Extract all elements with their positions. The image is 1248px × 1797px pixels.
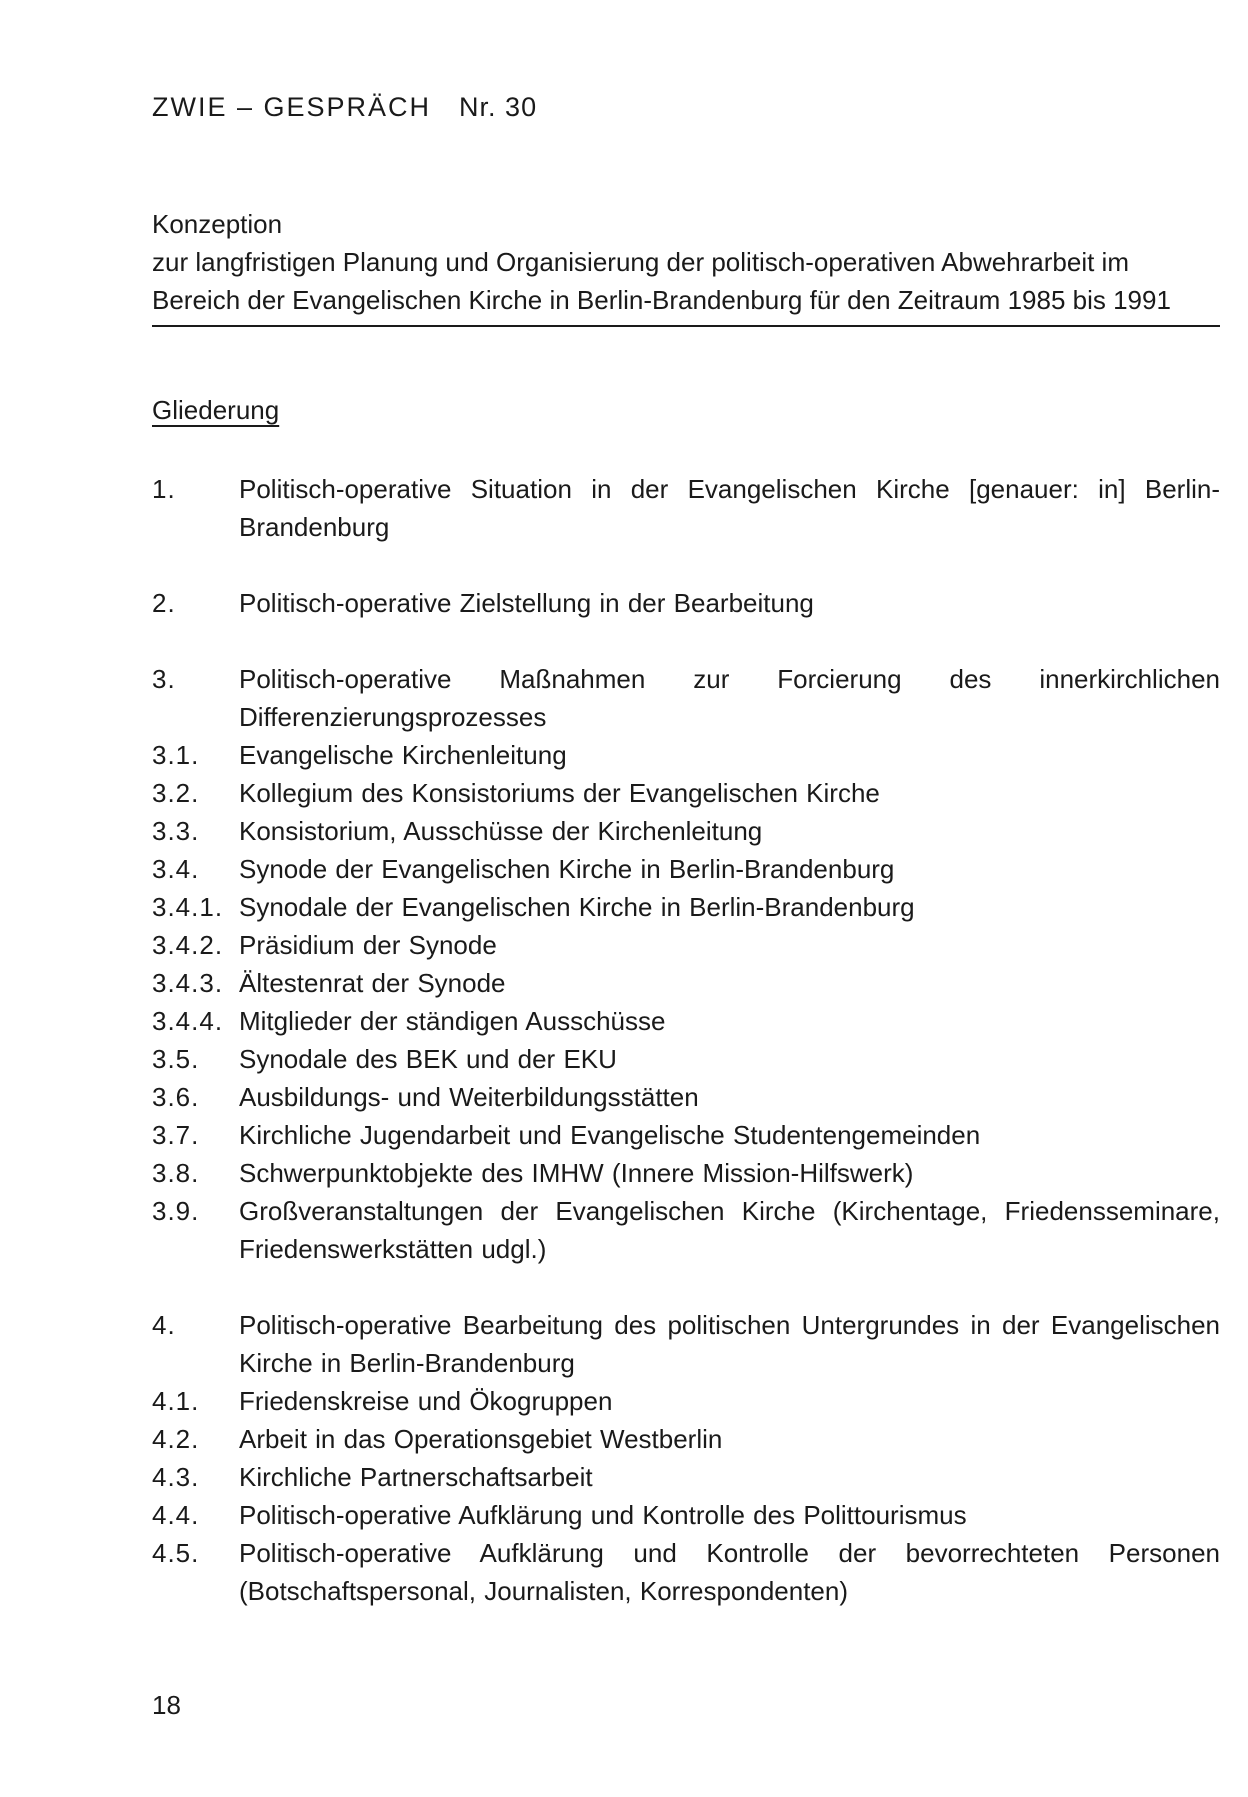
toc-entry (152, 1078, 1220, 1116)
toc-text: Großveranstaltungen der Evangelischen Kirche (Kirchentage, Friedensseminare, Friedenswerkstätten udgl.) (239, 1196, 1220, 1264)
toc-text: Ältestenrat der Synode (239, 968, 506, 998)
table-of-contents (152, 470, 1220, 1610)
toc-number: 4.3. (152, 1462, 200, 1492)
toc-number: 3. (152, 664, 176, 694)
title-line-1: Konzeption (152, 209, 283, 239)
toc-number: 3.4. (152, 854, 200, 884)
toc-text: Politisch-operative Bearbeitung des politischen Untergrundes in der Evangelischen Kirche in Berlin-Brandenburg (239, 1310, 1220, 1378)
toc-entry (152, 736, 1220, 774)
toc-entry (152, 1496, 1220, 1534)
toc-text: Kirchliche Partnerschaftsarbeit (239, 1462, 593, 1492)
toc-number: 3.8. (152, 1158, 200, 1188)
toc-text: Politisch-operative Aufklärung und Kontrolle der bevorrechteten Personen (Botschaftspersonal, Journalisten, Korrespondenten) (239, 1538, 1220, 1606)
title-line-2: zur langfristigen Planung und Organisierung der politisch-operativen Abwehrarbeit im (152, 247, 1129, 277)
page-number: 18 (152, 1690, 181, 1720)
toc-text: Politisch-operative Aufklärung und Kontrolle des Polittourismus (239, 1500, 967, 1530)
toc-text: Politisch-operative Zielstellung in der Bearbeitung (239, 588, 814, 618)
toc-entry (152, 1306, 1220, 1382)
toc-text: Friedenskreise und Ökogruppen (239, 1386, 613, 1416)
toc-text: Konsistorium, Ausschüsse der Kirchenleitung (239, 816, 763, 846)
running-header (152, 92, 537, 123)
toc-text: Politisch-operative Maßnahmen zur Forcierung des innerkirchlichen Differenzierungsprozesses (239, 664, 1220, 732)
document-title (152, 205, 1220, 327)
toc-entry (152, 926, 1220, 964)
toc-number: 3.2. (152, 778, 200, 808)
toc-text: Schwerpunktobjekte des IMHW (Innere Mission-Hilfswerk) (239, 1158, 914, 1188)
toc-entry (152, 1002, 1220, 1040)
toc-entry (152, 850, 1220, 888)
toc-number: 3.4.3. (152, 968, 224, 998)
toc-entry (152, 1458, 1220, 1496)
toc-entry (152, 1420, 1220, 1458)
toc-number: 3.3. (152, 816, 200, 846)
toc-entry (152, 888, 1220, 926)
toc-number: 4.2. (152, 1424, 200, 1454)
toc-number: 4.5. (152, 1538, 200, 1568)
toc-entry (152, 812, 1220, 850)
toc-number: 3.4.1. (152, 892, 224, 922)
toc-text: Politisch-operative Situation in der Evangelischen Kirche [genauer: in] Berlin-Brandenburg (239, 474, 1220, 542)
toc-number: 3.5. (152, 1044, 200, 1074)
toc-entry (152, 1192, 1220, 1268)
toc-number: 1. (152, 474, 176, 504)
toc-number: 3.9. (152, 1196, 200, 1226)
toc-number: 3.1. (152, 740, 200, 770)
toc-text: Synodale der Evangelischen Kirche in Berlin-Brandenburg (239, 892, 915, 922)
toc-entry (152, 1534, 1220, 1610)
toc-entry (152, 1116, 1220, 1154)
toc-number: 3.7. (152, 1120, 200, 1150)
toc-text: Arbeit in das Operationsgebiet Westberlin (239, 1424, 723, 1454)
toc-number: 4.1. (152, 1386, 200, 1416)
toc-number: 4. (152, 1310, 176, 1340)
section-heading: Gliederung (152, 395, 280, 425)
toc-entry (152, 660, 1220, 736)
toc-text: Kollegium des Konsistoriums der Evangelischen Kirche (239, 778, 880, 808)
toc-number: 3.4.2. (152, 930, 224, 960)
toc-text: Ausbildungs- und Weiterbildungsstätten (239, 1082, 699, 1112)
toc-entry (152, 774, 1220, 812)
toc-entry (152, 1382, 1220, 1420)
issue-number: Nr. 30 (459, 92, 538, 122)
toc-text: Präsidium der Synode (239, 930, 497, 960)
title-line-3: Bereich der Evangelischen Kirche in Berlin-Brandenburg für den Zeitraum 1985 bis 1991 (152, 285, 1171, 315)
toc-entry (152, 1154, 1220, 1192)
toc-entry (152, 470, 1220, 546)
toc-entry (152, 584, 1220, 622)
title-underline (152, 325, 1220, 327)
toc-number: 4.4. (152, 1500, 200, 1530)
toc-text: Synode der Evangelischen Kirche in Berlin-Brandenburg (239, 854, 895, 884)
toc-text: Synodale des BEK und der EKU (239, 1044, 617, 1074)
toc-number: 3.6. (152, 1082, 200, 1112)
toc-number: 2. (152, 588, 176, 618)
toc-entry (152, 1040, 1220, 1078)
toc-text: Evangelische Kirchenleitung (239, 740, 567, 770)
toc-entry (152, 964, 1220, 1002)
toc-number: 3.4.4. (152, 1006, 224, 1036)
toc-text: Kirchliche Jugendarbeit und Evangelische Studentengemeinden (239, 1120, 981, 1150)
toc-text: Mitglieder der ständigen Ausschüsse (239, 1006, 666, 1036)
series-title: ZWIE – GESPRÄCH (152, 92, 432, 122)
